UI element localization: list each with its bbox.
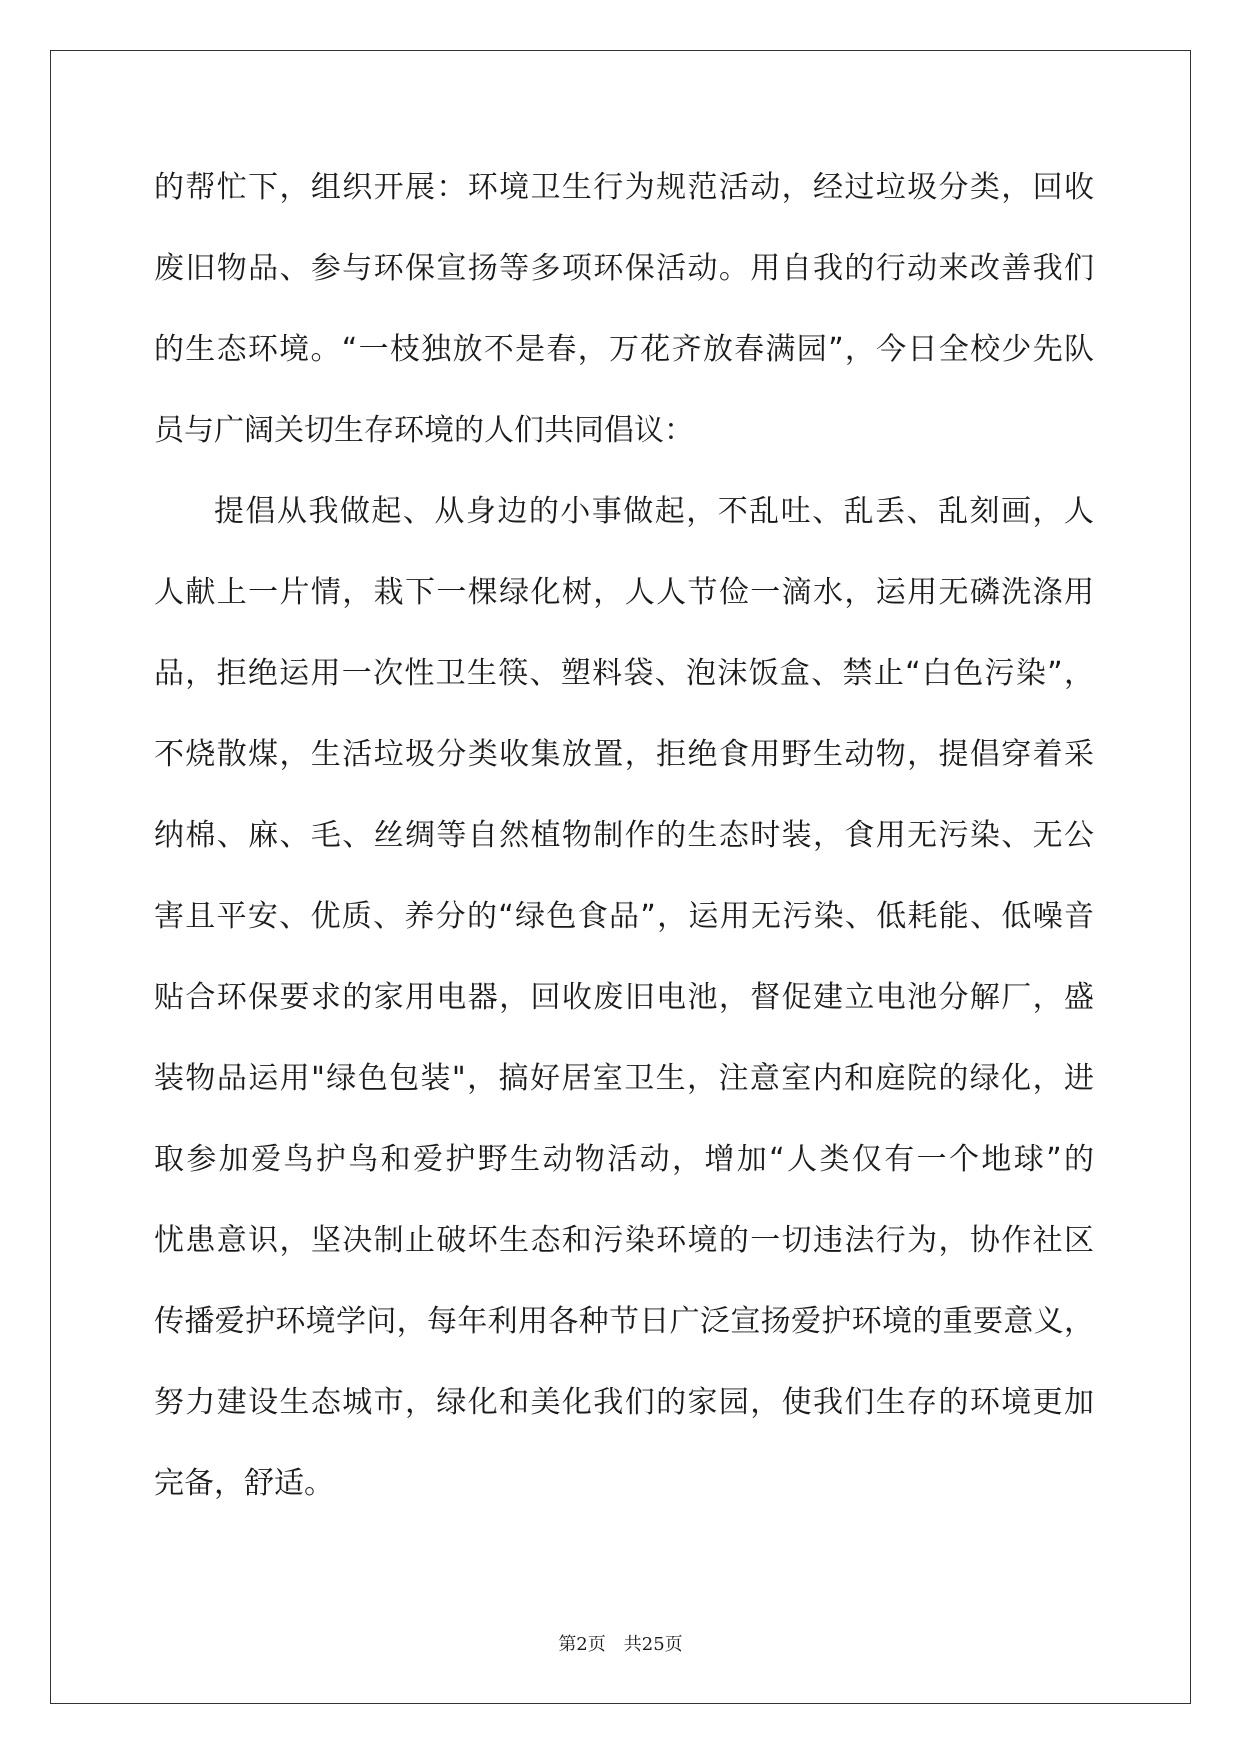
paragraph-line: 人献上一片情，栽下一棵绿化树，人人节俭一滴水，运用无磷洗涤用 [154,575,1094,610]
paragraph-line: 努力建设生态城市，绿化和美化我们的家园，使我们生存的环境更加 [154,1385,1094,1420]
paragraph-line: 废旧物品、参与环保宣扬等多项环保活动。用自我的行动来改善我们 [154,251,1094,286]
paragraph-line: 员与广阔关切生存环境的人们共同倡议： [154,413,694,448]
paragraph-line: 的生态环境。“一枝独放不是春，万花齐放春满园”，今日全校少先队 [154,332,1094,367]
paragraph-line: 完备，舒适。 [154,1466,334,1501]
paragraph-line: 传播爱护环境学问，每年利用各种节日广泛宣扬爱护环境的重要意义， [154,1304,1094,1339]
paragraph-line: 取参加爱鸟护鸟和爱护野生动物活动，增加“人类仅有一个地球”的 [154,1142,1094,1177]
paragraph-line: 品，拒绝运用一次性卫生筷、塑料袋、泡沫饭盒、禁止“白色污染”， [154,656,1094,691]
page-footer [0,1630,1241,1656]
paragraph-line: 害且平安、优质、养分的“绿色食品”，运用无污染、低耗能、低噪音 [154,899,1094,934]
paragraph-line: 的帮忙下，组织开展：环境卫生行为规范活动，经过垃圾分类，回收 [154,170,1094,205]
paragraph-line: 纳棉、麻、毛、丝绸等自然植物制作的生态时装，食用无污染、无公 [154,818,1094,853]
paragraph-line: 贴合环保要求的家用电器，回收废旧电池，督促建立电池分解厂，盛 [154,980,1094,1015]
paragraph-line: 忧患意识，坚决制止破坏生态和污染环境的一切违法行为，协作社区 [154,1223,1094,1258]
paragraph-line: 不烧散煤，生活垃圾分类收集放置，拒绝食用野生动物，提倡穿着采 [154,737,1094,772]
body-text [154,168,1094,1545]
page-number-label: 第2页 共25页 [558,1634,683,1655]
paragraph-line: 提倡从我做起、从身边的小事做起，不乱吐、乱丢、乱刻画，人 [214,494,1094,529]
paragraph-line: 装物品运用"绿色包装"，搞好居室卫生，注意室内和庭院的绿化，进 [154,1061,1094,1096]
